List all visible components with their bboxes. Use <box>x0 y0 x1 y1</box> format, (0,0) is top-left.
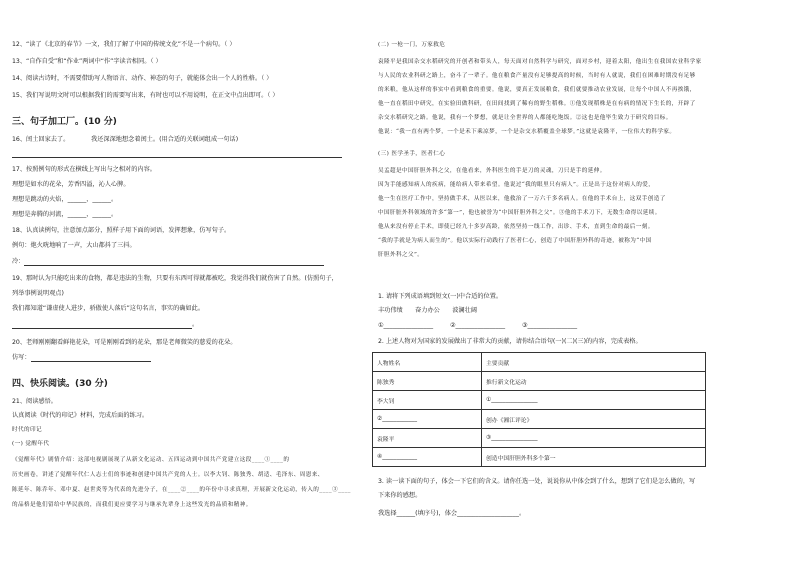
table-cell-blank[interactable]: ④____________ <box>373 448 482 467</box>
passage-2-line: 他一直在稻田中研究，在实验田做科研，在田间找到了稀有的野生稻株。①他发现稻株是在有病的情况下生长的，开辟了 <box>378 101 696 107</box>
table-cell: 推行新文化运动 <box>482 372 706 391</box>
table-cell: 创造中国肝胆外科多个第一 <box>482 448 706 467</box>
reading-question-2: 2. 上述人物对为国家的发展做出了非常大的贡献，请你结合语句(一)(二)(三)的内容，完成表格。 <box>378 338 642 345</box>
question-15: 15、我们写说明文时可以根据我们的需要写出来，有时也可以不用说明，在正文中点出即可。（ ） <box>12 92 279 99</box>
passage-1-heading: (一) 觉醒年代 <box>12 441 50 447</box>
q19-prompt: 我们都知道“谦虚使人进步，骄傲使人落后”这句名言，事实的确如此。 <box>12 305 205 312</box>
passage-3-line: 因为手能感知病人的疾病，能给病人带来希望。他说过“我的眼里只有病人”。正是出于这份对病人的爱， <box>378 182 655 188</box>
q17-blank-2[interactable]: 理想是奔腾的河流，______，______。 <box>12 211 118 218</box>
q3-answer-line[interactable]: 我选择______(填序号)，体会____________________。 <box>378 510 526 517</box>
table-cell: 李大钊 <box>373 391 482 410</box>
table-cell: 创办《湘江评论》 <box>482 410 706 429</box>
table-cell-blank[interactable]: ③________________ <box>482 429 706 448</box>
q19-instruction: 列举事例说明观点) <box>12 290 64 297</box>
passage-1-line: 《觉醒年代》剧情介绍：这部电视剧展现了从新文化运动、五四运动到中国共产党建立这段____①____的 <box>12 457 290 463</box>
passage-1-line: 陈延年、陈乔年、邓中夏、赵世炎等为代表的先进分子，在____②____的年份中寻求真理，开展新文化运动，传入的____③____ <box>12 487 351 493</box>
q20-write-label: 仿写： <box>12 354 151 362</box>
question-12: 12、“读了《北京的春节》一文，我们了解了中国的传统文化”不是一个病句。（ ） <box>12 41 236 48</box>
q17-blank-1[interactable]: 理想是跳动的火焰，______，______。 <box>12 196 118 203</box>
passage-1-line: 历史画卷，讲述了觉醒年代仁人志士们的事迹和创建中国共产党的人士。以李大钊、陈独秀、胡适、毛泽东、周恩来、 <box>12 472 324 478</box>
passage-2-heading: (二) 一枪一门，万家救危 <box>378 42 446 48</box>
table-row <box>373 391 706 410</box>
table-row <box>373 353 706 372</box>
idiom-blank-2[interactable]: ②________________ <box>450 322 506 329</box>
passage-3-line: 他一生在医疗工作中，坚持做手术，从医以来，他救治了一万六千多名病人。在他的手术台上，这双手创造了 <box>378 196 666 202</box>
table-row <box>373 410 706 429</box>
table-cell: 袁隆平 <box>373 429 482 448</box>
passage-3-heading: (三) 医学圣手，医者仁心 <box>378 151 446 157</box>
table-header-contribution: 主要贡献 <box>482 353 706 372</box>
passage-2-line: 杂交水稻研究之路。他说，我有一个梦想，就是让全世界的人都能吃饱饭。②这也是他毕生致力于研究的目标。 <box>378 115 672 121</box>
question-16: 16、闰土回家去了。 我还深深地想念着闰土。(用合适的关联词组成一句话) <box>12 136 239 143</box>
q16-answer-line <box>12 150 342 158</box>
q20-blank[interactable] <box>31 355 151 362</box>
q19-blank[interactable] <box>12 322 192 329</box>
table-header-name: 人物姓名 <box>373 353 482 372</box>
q19-answer-line: 。 <box>12 321 198 329</box>
contribution-table <box>372 352 706 467</box>
table-row <box>373 372 706 391</box>
question-17: 17、按照例句的形式在横线上写出与之相对的内容。 <box>12 166 156 173</box>
q18-example: 例句：炮火咣地响了一声，大山都抖了三抖。 <box>12 242 136 249</box>
q17-example: 理想是如水的花朵，芳香四溢，沁人心脾。 <box>12 181 130 188</box>
passage-3-line: 中国肝脏外科领域的许多“第一”，他也被誉为“中国肝胆外科之父”。③他的手术刀下，无数生命得以延续。 <box>378 210 661 216</box>
idiom-blank-1[interactable]: ①________________ <box>378 322 434 329</box>
passage-3-line: 肝胆外科之父”。 <box>378 252 424 258</box>
question-14: 14、阅读古诗时，不需要借助写人物语言、动作、神态的句子，就能体会出一个人的性格。（ ） <box>12 75 273 82</box>
table-cell-blank[interactable]: ①________________ <box>482 391 706 410</box>
passage-title: 时代的印记 <box>12 427 42 433</box>
q16-blank[interactable] <box>12 151 342 158</box>
question-21: 21、阅读感悟。 <box>12 398 57 405</box>
table-cell-blank[interactable]: ②____________ <box>373 410 482 429</box>
reading-question-1: 1. 请将下列成语填到短文(一)中合适的位置。 <box>378 293 503 300</box>
passage-2-line: 的米粮，他从这样的事实中看到粮食的重要。他说，要真正发展粮食，我们就要推动农业发展，让每个中国人不再挨饿， <box>378 87 696 93</box>
passage-2-line: 他说：“我一直有两个梦，一个是禾下乘凉梦，一个是杂交水稻覆盖全球梦。”这就是袁隆平，一位伟大的科学家。 <box>378 129 676 135</box>
table-row <box>373 429 706 448</box>
passage-3-line: “我的手就是为病人而生的”。他以实际行动践行了医者仁心，创造了中国肝胆外科的奇迹，被称为“中国 <box>378 238 652 244</box>
table-cell: 陈独秀 <box>373 372 482 391</box>
question-20: 20、老师刚刚翻看鲜艳花朵，可是刚刚看到的花朵，那是老师微笑的慈爱的花朵。 <box>12 339 237 346</box>
passage-3-line: 吴孟超是中国肝胆外科之父，在他看来，外科医生的手是刀的灵魂，刀只是手的延伸。 <box>378 168 606 174</box>
q18-blank[interactable] <box>24 259 324 266</box>
section-4-title: 四、快乐阅读。(30 分) <box>12 379 108 389</box>
reading-question-3: 3. 读一读下面的句子，体会一下它们的含义。请你任选一处，说说你从中体会到了什么，想到了它们是怎么做的，写 <box>378 478 696 485</box>
passage-2-line: 袁隆平是我国杂交水稻研究的开创者和带头人，每天面对自然科学与研究，面对乡村，迎着太阳，他出生在我国农业科学家 <box>378 59 702 65</box>
section-3-title: 三、句子加工厂。(10 分) <box>12 117 117 127</box>
idiom-blank-3[interactable]: ③________________ <box>522 322 578 329</box>
question-18: 18、认真读例句，注意加点部分，照样子用下面的词语，发挥想象，仿写句子。 <box>12 227 231 234</box>
idiom-options: 丰功伟绩 奋力办公 波澜壮阔 <box>378 307 477 314</box>
left-column <box>10 0 370 562</box>
question-19: 19、那时认为只能吃出来的食物，都是违法的生物，只要有东西可得就都被吃，我觉得我们就伤害了自然。(仿照句子， <box>12 275 338 282</box>
q21-instruction: 认真阅读《时代的印记》材料，完成后面的练习。 <box>12 412 149 419</box>
reading-question-3-cont: 下来你的感想。 <box>378 492 422 499</box>
passage-2-line: 与人民的农业科研之路上，奋斗了一辈子。他在粮食产量没有足够提高的时候，当时有人就说，我们在困难时期没有足够 <box>378 73 696 79</box>
question-13: 13、“自作自受”和“作业”两词中“作”字读音相同。（ ） <box>12 58 162 65</box>
table-row <box>373 448 706 467</box>
passage-3-line: 他从来没有停止手术，即使已经九十多岁高龄，依然坚持一线工作，出诊、手术，直到生命的最后一刻。 <box>378 224 654 230</box>
q18-cold-label: 冷： <box>12 258 324 266</box>
passage-1-line: 的品格是他们留给中华民族的，而我们更应要学习与继承先辈身上这些发光的品质和精神。 <box>12 502 252 508</box>
